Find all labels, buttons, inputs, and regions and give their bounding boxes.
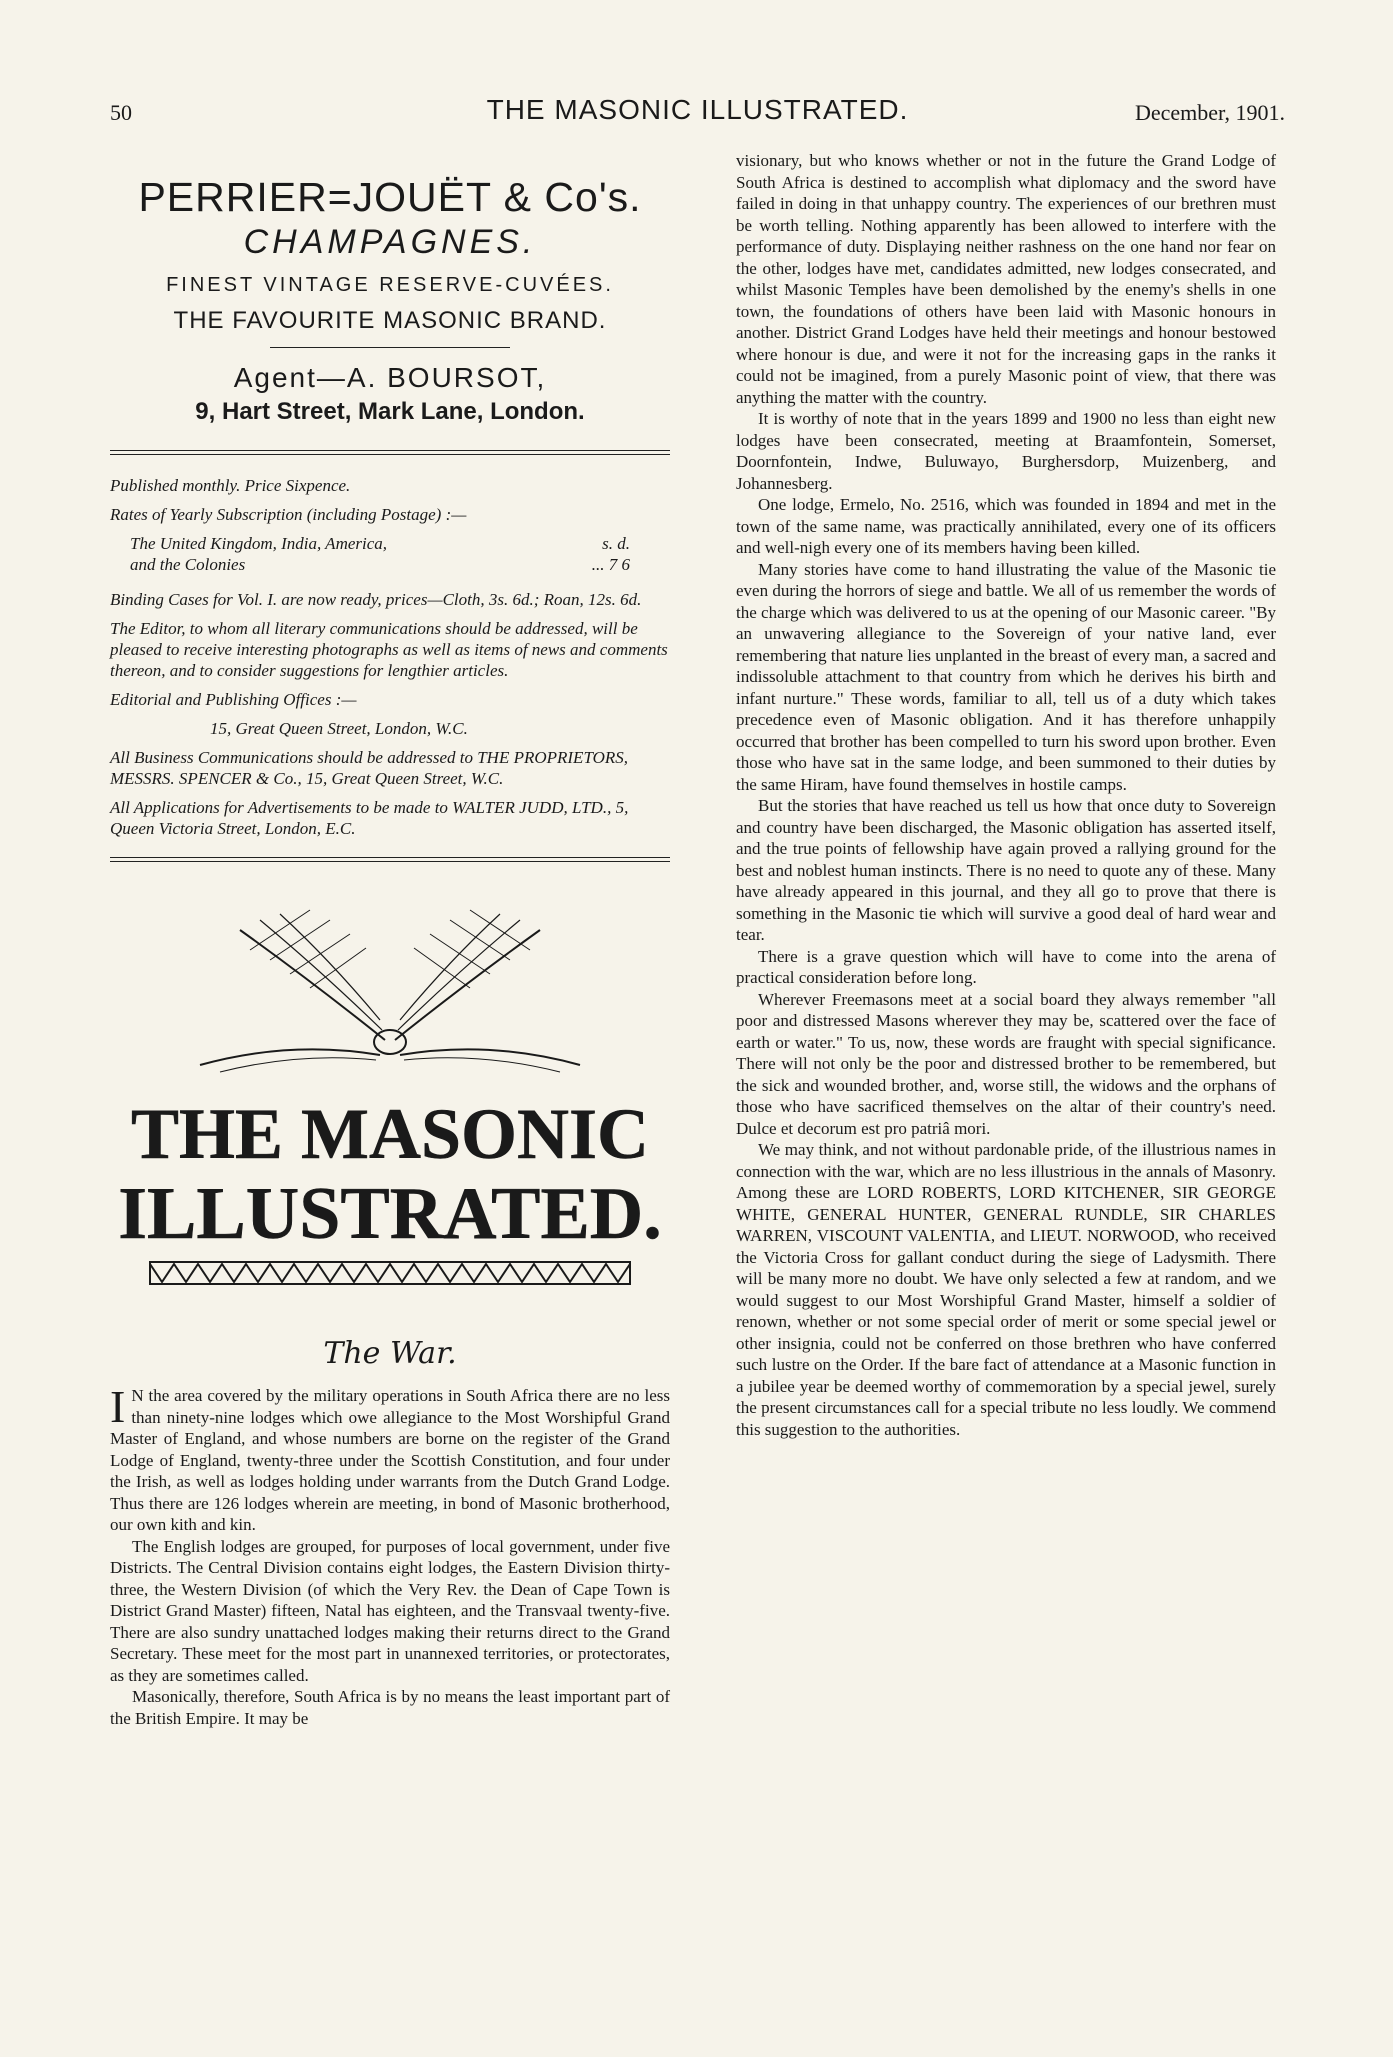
- subscription-rates: [110, 504, 670, 575]
- offices-address: 15, Great Queen Street, London, W.C.: [210, 719, 468, 738]
- running-header: [110, 94, 1285, 134]
- paragraph: It is worthy of note that in the years 1899 and 1900 no less than eight new lodges have been consecrated, meeting at Braamfontein, Somerset, Doornfontein, Indwe, Buluwayo, Burghersdorp, Muizenberg, and Johannesberg.: [736, 409, 1276, 493]
- advert-brand: PERRIER=JOUËT & Co's.: [138, 174, 642, 220]
- drop-cap: I: [110, 1381, 126, 1432]
- advert-product: CHAMPAGNES.: [243, 223, 537, 261]
- offices-label: Editorial and Publishing Offices :—: [110, 690, 357, 709]
- paragraph: The English lodges are grouped, for purposes of local government, under five Districts. The Central Division contains eight lodges, the Eastern Division thirty-three, the Western Division (of which the Very Rev. the Dean of Cape Town is District Grand Master) fifteen, Natal has eighteen, and the Transvaal twenty-five. There are also sundry unattached lodges making their returns direct to the Grand Secretary. These meet for the most part in unannexed territories, or protectorates, as they are sometimes called.: [110, 1536, 670, 1685]
- masthead-line2: ILLUSTRATED.: [118, 1173, 662, 1255]
- page-number: 50: [110, 100, 132, 125]
- rates-unit: s. d.: [602, 534, 630, 553]
- paragraph: Wherever Freemasons meet at a social board they always remember "all poor and distressed Masons wherever they may be, scattered over the face of earth or water." To us, now, these words are fraught with special significance. There will not only be the poor and distressed brother to be remembered, but the sick and wounded brother, and, worse still, the widows and the orphans of those who have sacrificed themselves on the altar of their country's need. Dulce et decorum est pro patriâ mori.: [736, 989, 1276, 1138]
- paragraph: Masonically, therefore, South Africa is by no means the least important part of the British Empire. It may be: [110, 1687, 670, 1728]
- crossed-feathers-icon: [200, 910, 580, 1072]
- binding-cases: Binding Cases for Vol. I. are now ready, prices—Cloth, 3s. 6d.; Roan, 12s. 6d.: [110, 590, 642, 609]
- masthead-line1: THE MASONIC: [130, 1094, 650, 1174]
- right-column: [736, 150, 1276, 1440]
- advertising-notice: All Applications for Advertisements to be made to WALTER JUDD, LTD., 5, Queen Victoria Street, London, E.C.: [110, 798, 629, 838]
- editor-notice: The Editor, to whom all literary communications should be addressed, will be pleased to receive interesting photographs as well as items of news and comments thereon, and to consider suggestions for lengthier articles.: [110, 619, 668, 680]
- advert-line1: FINEST VINTAGE RESERVE-CUVÉES.: [166, 274, 614, 296]
- imprint-block: [110, 475, 670, 839]
- article-title: The War.: [323, 1336, 457, 1371]
- article-left-text: [110, 1381, 670, 1729]
- advert-agent: Agent—A. BOURSOT,: [233, 362, 547, 393]
- advert-address: 9, Hart Street, Mark Lane, London.: [195, 398, 585, 425]
- issue-date: December, 1901.: [1134, 100, 1285, 125]
- advert-rule: [270, 347, 510, 348]
- zigzag-border-icon: [150, 1262, 630, 1284]
- paragraph: One lodge, Ermelo, No. 2516, which was founded in 1894 and met in the town of the same name, was practically annihilated, every one of its officers and well-nigh every one of its members having been killed.: [736, 495, 1276, 557]
- divider: [110, 857, 670, 862]
- paragraph: But the stories that have reached us tell us how that once duty to Sovereign and country have been discharged, the Masonic obligation has asserted itself, and the true points of fellowship have again proved a rallying ground for the best and noblest human instincts. There is no need to quote any of these. Many have already appeared in this journal, and they all go to prove that there is something in the Masonic tie which will survive a good deal of hard wear and tear.: [736, 796, 1276, 944]
- journal-title: THE MASONIC ILLUSTRATED.: [486, 94, 909, 125]
- paragraph: We may think, and not without pardonable pride, of the illustrious names in connection with the war, which are no less illustrious in the annals of Masonry. Among these are LORD ROBERTS, LORD KITCHENER, SIR GEORGE WHITE, GENERAL HUNTER, GENERAL RUNDLE, SIR CHARLES WARREN, VISCOUNT VALENTIA, and LIEUT. NORWOOD, who received the Victoria Cross for gallant conduct during the siege of Ladysmith. There will be many more no doubt. We have only selected a few at random, and we would suggest to our Most Worshipful Grand Master, himself a soldier of renown, whether or not some special order of merit or some special jewel or other insignia, could not be conferred on those brethren who have conferred such lustre on the Order. If the bare fact of attendance at a Masonic function in a jubilee year be deemed worthy of commemoration by a special jewel, surely the present circumstances call for a special tribute no less loudly. We commend this suggestion to the authorities.: [736, 1140, 1276, 1439]
- masthead-svg: [110, 890, 670, 1320]
- masthead-illustration: [110, 890, 670, 1320]
- advert-line2: THE FAVOURITE MASONIC BRAND.: [173, 307, 607, 334]
- paragraph: I N the area covered by the military operations in South Africa there are no less than ninety-nine lodges which owe allegiance to the Most Worshipful Grand Master of England, and whose numbers are borne on the register of the Grand Lodge of England, twenty-three under the Scottish Constitution, and four under the Irish, as well as lodges holding under warrants from the Dutch Grand Lodge. Thus there are 126 lodges wherein are meeting, in bond of Masonic brotherhood, our own kith and kin.: [110, 1381, 670, 1534]
- rates-line2: and the Colonies: [130, 555, 246, 574]
- rates-value: ... 7 6: [591, 555, 630, 574]
- paragraph: There is a grave question which will have to come into the arena of practical consideration before long.: [736, 946, 1276, 987]
- champagne-advert: [110, 174, 670, 426]
- rates-label: Rates of Yearly Subscription (including Postage) :—: [110, 505, 467, 524]
- rates-line1: The United Kingdom, India, America,: [130, 534, 388, 553]
- divider: [110, 450, 670, 455]
- left-column: [110, 150, 670, 1729]
- published-notice: Published monthly. Price Sixpence.: [110, 476, 351, 495]
- paragraph: Many stories have come to hand illustrating the value of the Masonic tie even during the horrors of siege and battle. We all of us remember the words of the charge which was delivered to us at the opening of our Masonic career. "By an unwavering allegiance to the Sovereign of your native land, ever remembering that nature lies unplanted in the breast of every man, a sacred and indissoluble attachment to that country from which he derives his birth and infant nurture." These words, familiar to all, tell us of a duty which takes precedence even of Masonic obligation. And it has therefore unhappily occurred that brother has been compelled to turn his sword upon brother. Even those who have sat in the same lodge, and been summoned to their duties by the same Hiram, have found themselves in hostile camps.: [736, 559, 1277, 794]
- business-notice: All Business Communications should be addressed to THE PROPRIETORS, MESSRS. SPENCER & Co., 15, Great Queen Street, W.C.: [110, 748, 629, 788]
- paragraph: visionary, but who knows whether or not in the future the Grand Lodge of South Africa is destined to accomplish what diplomacy and the sword have failed in doing in that unhappy country. The experiences of our brethren must be worth telling. Nothing apparently has been allowed to interfere with the performance of duty. Displaying neither rashness on the one hand nor fear on the other, lodges have met, candidates admitted, new lodges consecrated, and whilst Masonic Temples have been demolished by the enemy's shells in one town, the foundations of others have been laid with Masonic honours in another. District Grand Lodges have held their meetings and honour bestowed where honour is due, and were it not for the increasing gaps in the ranks it could not be imagined, from a purely Masonic point of view, that there was anything the matter with the country.: [736, 151, 1276, 407]
